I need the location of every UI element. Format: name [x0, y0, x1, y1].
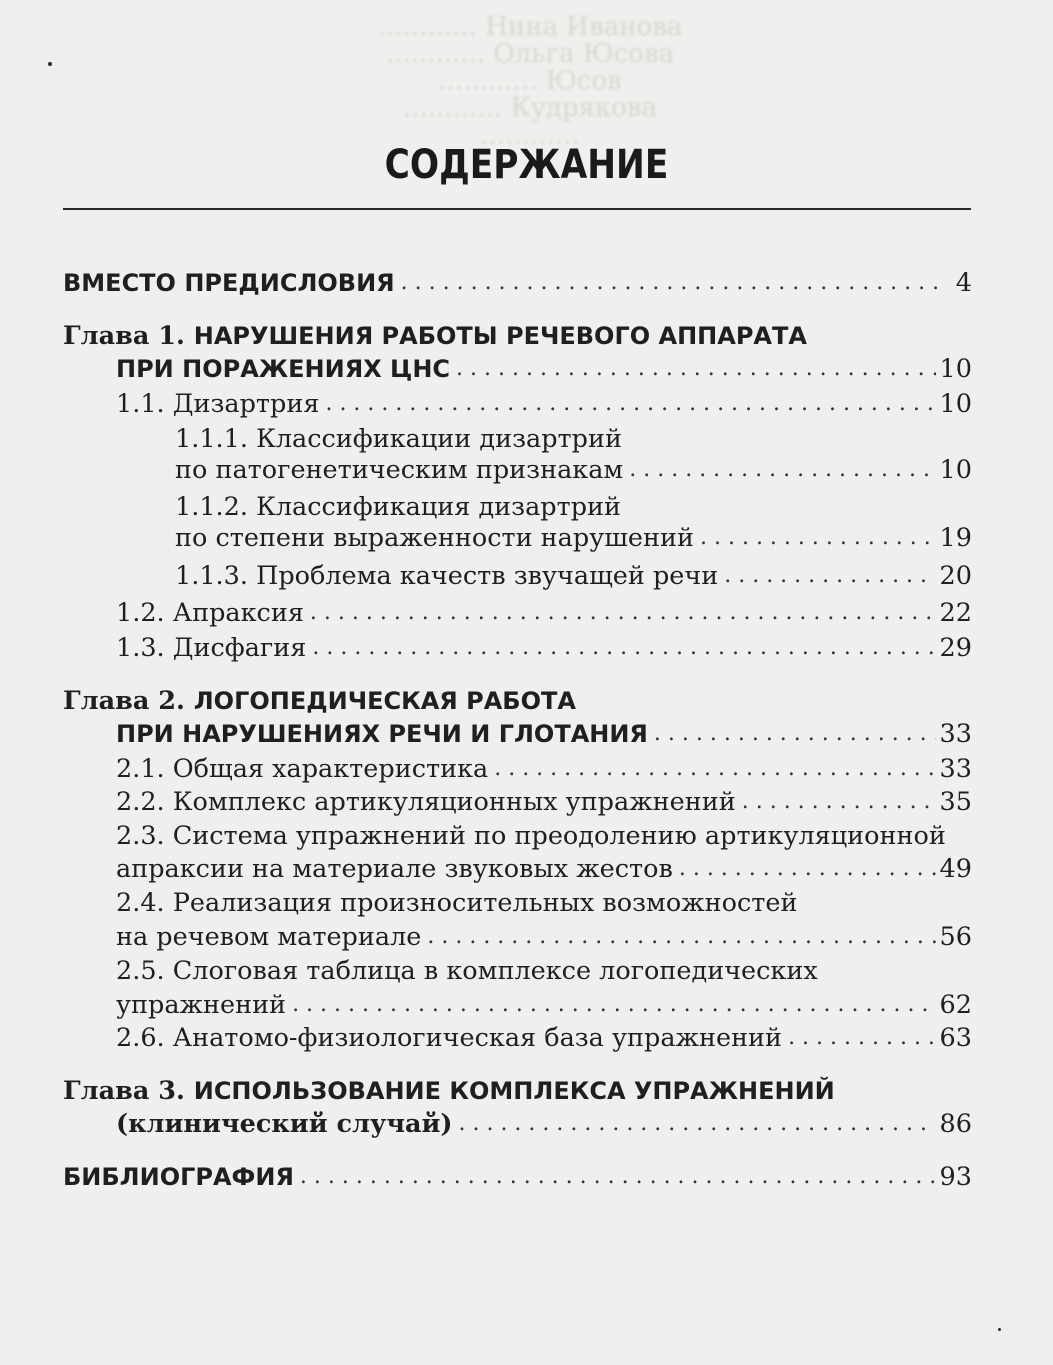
title-rule — [63, 208, 971, 210]
leader-dots — [494, 752, 935, 786]
toc-label: ВМЕСТО ПРЕДИСЛОВИЯ — [63, 269, 395, 297]
toc-label: ПРИ НАРУШЕНИЯХ РЕЧИ И ГЛОТАНИЯ — [116, 720, 648, 748]
toc-entry-2-5[interactable] — [116, 954, 972, 988]
leader-dots — [629, 453, 935, 487]
leader-dots — [742, 785, 936, 819]
leader-dots — [310, 596, 936, 630]
toc-entry-1-1[interactable] — [116, 387, 972, 421]
toc-entry-1-1-1-cont[interactable] — [175, 453, 972, 487]
leader-dots — [458, 1107, 935, 1141]
toc-page: 4 — [955, 268, 972, 298]
toc-entry-chapter-2-cont[interactable] — [116, 717, 972, 751]
toc-page: 33 — [939, 719, 972, 749]
toc-entry-bibliography[interactable] — [63, 1160, 972, 1194]
toc-page: 10 — [939, 354, 972, 384]
toc-page: 29 — [939, 633, 972, 663]
toc-label: 1.3. Дисфагия — [116, 633, 307, 663]
leader-dots — [312, 631, 935, 665]
toc-entry-2-3[interactable] — [116, 819, 972, 853]
toc-label: 2.6. Анатомо-физиологическая база упражнений — [116, 1023, 783, 1053]
toc-entry-preface[interactable] — [63, 266, 972, 300]
toc-label: 1.2. Апраксия — [116, 598, 304, 628]
toc-entry-1-1-2-cont[interactable] — [175, 521, 972, 555]
toc-label: ПРИ ПОРАЖЕНИЯХ ЦНС — [116, 355, 451, 383]
toc-entry-1-3[interactable] — [116, 631, 972, 665]
bleed-through-text — [250, 14, 810, 149]
toc-page: 63 — [939, 1023, 972, 1053]
toc-label: апраксии на материале звуковых жестов — [116, 854, 673, 884]
leader-dots — [456, 352, 936, 386]
toc-entry-chapter-3[interactable] — [63, 1074, 972, 1108]
toc-entry-2-4[interactable] — [116, 886, 972, 920]
toc-entry-2-5-cont[interactable] — [116, 988, 972, 1022]
toc-page: 22 — [939, 598, 972, 628]
toc-label: 1.1.3. Проблема качеств звучащей речи — [175, 561, 719, 591]
leader-dots — [654, 717, 936, 751]
chapter-prefix: Глава 1. — [63, 321, 194, 351]
chapter-prefix: Глава 2. — [63, 686, 194, 716]
bleed-line: ............ Ольга Юсова — [385, 39, 675, 69]
toc-label: 1.1.2. Классификация дизартрий — [175, 492, 622, 522]
toc-label: по степени выраженности нарушений — [175, 523, 694, 553]
toc-page: 35 — [939, 787, 972, 817]
toc-page: 56 — [939, 922, 972, 952]
toc-entry-chapter-2[interactable] — [63, 684, 972, 718]
toc-label: по патогенетическим признакам — [175, 455, 624, 485]
toc-label: 2.3. Система упражнений по преодолению артикуляционной — [116, 821, 946, 851]
toc-entry-chapter-1[interactable] — [63, 319, 972, 353]
leader-dots — [788, 1021, 935, 1055]
toc-page: 49 — [939, 854, 972, 884]
bleed-line: ............ Юсов — [438, 66, 622, 96]
toc-entry-2-2[interactable] — [116, 785, 972, 819]
leader-dots — [401, 266, 938, 300]
toc-entry-2-4-cont[interactable] — [116, 920, 972, 954]
toc-label: 1.1.1. Классификации дизартрий — [175, 424, 622, 454]
leader-dots — [700, 521, 936, 555]
toc-page: 62 — [939, 990, 972, 1020]
toc-entry-2-3-cont[interactable] — [116, 852, 972, 886]
toc-label: ИСПОЛЬЗОВАНИЕ КОМПЛЕКСА УПРАЖНЕНИЙ — [193, 1077, 835, 1105]
toc-page: 10 — [939, 389, 972, 419]
bleed-line: ............ Нина Иванова — [377, 12, 683, 42]
toc-entry-1-2[interactable] — [116, 596, 972, 630]
toc-label: 2.4. Реализация произносительных возможностей — [116, 888, 798, 918]
leader-dots — [724, 559, 935, 593]
toc-page: 10 — [939, 455, 972, 485]
bleed-line: ............ Кудрякова — [403, 93, 657, 123]
leader-dots — [325, 387, 935, 421]
paper-speck — [48, 62, 52, 66]
toc-label: БИБЛИОГРАФИЯ — [63, 1163, 294, 1191]
toc-entry-2-6[interactable] — [116, 1021, 972, 1055]
leader-dots — [427, 920, 935, 954]
page-title: СОДЕРЖАНИЕ — [384, 142, 669, 188]
paper-speck — [998, 1328, 1001, 1331]
toc-page: 33 — [939, 754, 972, 784]
leader-dots — [300, 1160, 936, 1194]
leader-dots — [292, 988, 935, 1022]
bleed-line: ............ — [480, 120, 580, 150]
toc-label: 2.2. Комплекс артикуляционных упражнений — [116, 787, 736, 817]
toc-page: 86 — [939, 1109, 972, 1139]
toc-label: (клинический случай) — [116, 1109, 453, 1139]
toc-entry-chapter-3-cont[interactable] — [116, 1107, 972, 1141]
toc-page: 93 — [939, 1162, 972, 1192]
toc-entry-2-1[interactable] — [116, 752, 972, 786]
leader-dots — [679, 852, 936, 886]
toc-label: 2.1. Общая характеристика — [116, 754, 489, 784]
toc-page: 19 — [939, 523, 972, 553]
toc-entry-1-1-3[interactable] — [175, 559, 972, 593]
chapter-prefix: Глава 3. — [63, 1076, 194, 1106]
toc-label: на речевом материале — [116, 922, 422, 952]
toc-label: НАРУШЕНИЯ РАБОТЫ РЕЧЕВОГО АППАРАТА — [193, 322, 807, 350]
toc-page: 20 — [939, 561, 972, 591]
toc-label: упражнений — [116, 990, 287, 1020]
toc-entry-1-1-2[interactable] — [175, 490, 972, 524]
toc-entry-chapter-1-cont[interactable] — [116, 352, 972, 386]
toc-entry-1-1-1[interactable] — [175, 422, 972, 456]
toc-label: 2.5. Слоговая таблица в комплексе логопедических — [116, 956, 818, 986]
toc-label: ЛОГОПЕДИЧЕСКАЯ РАБОТА — [193, 687, 576, 715]
toc-label: 1.1. Дизартрия — [116, 389, 320, 419]
